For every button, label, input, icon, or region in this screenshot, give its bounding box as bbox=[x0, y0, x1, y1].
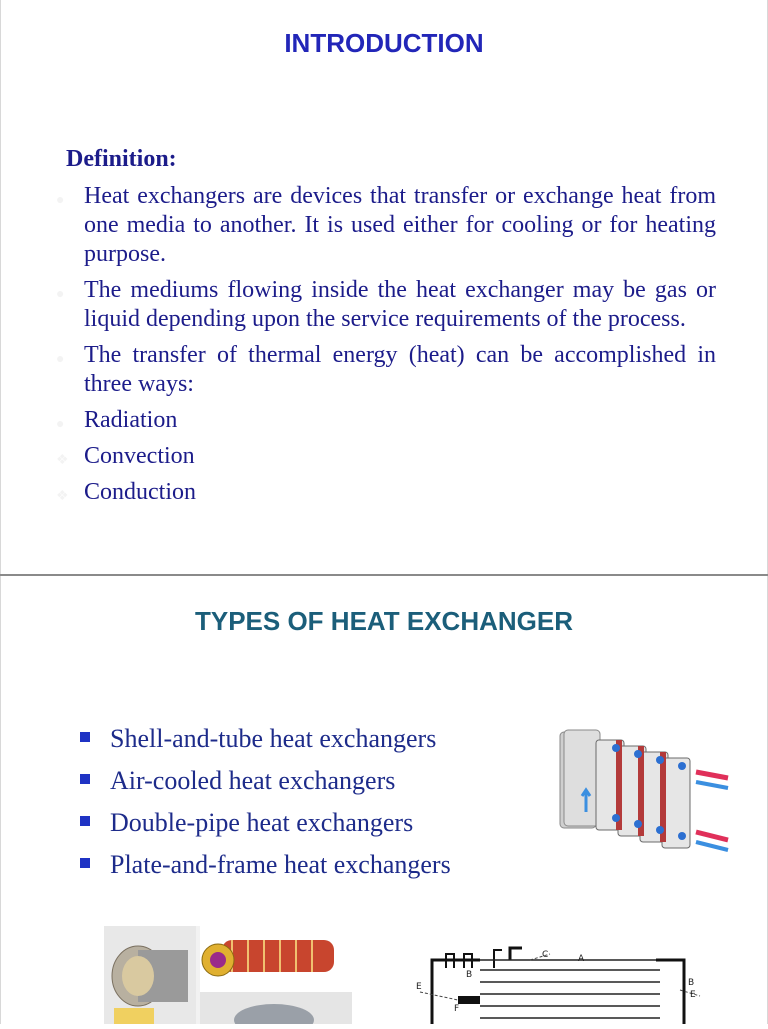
list-item-text: Double-pipe heat exchangers bbox=[110, 808, 414, 837]
bullet-diamond-icon: ❖ bbox=[56, 453, 69, 468]
square-bullet-icon bbox=[80, 732, 90, 742]
diagram-label-a: A bbox=[578, 954, 585, 964]
bullet-text: The mediums flowing inside the heat exchanger may be gas or liquid depending upon the service requirements of the process. bbox=[84, 277, 716, 332]
list-item bbox=[80, 802, 540, 844]
square-bullet-icon bbox=[80, 816, 90, 826]
list-item-text: Plate-and-frame heat exchangers bbox=[110, 850, 451, 879]
square-bullet-icon bbox=[80, 774, 90, 784]
list-item-text: Air-cooled heat exchangers bbox=[110, 766, 396, 795]
list-item bbox=[80, 718, 540, 760]
shell-and-tube-photos bbox=[104, 926, 352, 1024]
definition-bullet-list bbox=[56, 182, 716, 514]
bullet-item bbox=[56, 276, 716, 334]
bullet-text: Convection bbox=[84, 443, 195, 469]
bullet-text: Conduction bbox=[84, 479, 196, 505]
bullet-text: The transfer of thermal energy (heat) can be accomplished in three ways: bbox=[84, 342, 716, 397]
diagram-label-b-left: B bbox=[466, 970, 473, 980]
bullet-item bbox=[56, 442, 716, 471]
bullet-text: Radiation bbox=[84, 407, 178, 433]
list-item bbox=[80, 844, 540, 886]
diagram-label-b-right: B bbox=[688, 978, 695, 988]
shell-and-tube-schematic bbox=[410, 940, 710, 1024]
definition-label: Definition: bbox=[66, 146, 177, 172]
bullet-item bbox=[56, 182, 716, 269]
bullet-item bbox=[56, 341, 716, 399]
types-bullet-list bbox=[80, 718, 540, 886]
slide-title-types: TYPES OF HEAT EXCHANGER bbox=[194, 606, 573, 636]
diagram-label-e-right: E bbox=[690, 990, 696, 1000]
plate-heat-exchanger-image bbox=[556, 722, 734, 862]
bullet-dot-icon: ● bbox=[56, 352, 65, 367]
diagram-label-e-left: E bbox=[416, 982, 422, 992]
diagram-label-f: F bbox=[454, 1004, 460, 1014]
bullet-diamond-icon: ❖ bbox=[56, 489, 69, 504]
square-bullet-icon bbox=[80, 858, 90, 868]
bullet-item bbox=[56, 406, 716, 435]
bullet-dot-icon: ● bbox=[56, 417, 65, 432]
bullet-item bbox=[56, 478, 716, 507]
bullet-text: Heat exchangers are devices that transfer or exchange heat from one media to another. It is used either for cooling or for heating purpose. bbox=[84, 183, 716, 267]
list-item-text: Shell-and-tube heat exchangers bbox=[110, 724, 437, 753]
diagram-label-c: C bbox=[542, 950, 549, 960]
bullet-dot-icon: ● bbox=[56, 193, 65, 208]
list-item bbox=[80, 760, 540, 802]
slide-title-introduction: INTRODUCTION bbox=[284, 28, 484, 58]
bullet-dot-icon: ● bbox=[56, 287, 65, 302]
